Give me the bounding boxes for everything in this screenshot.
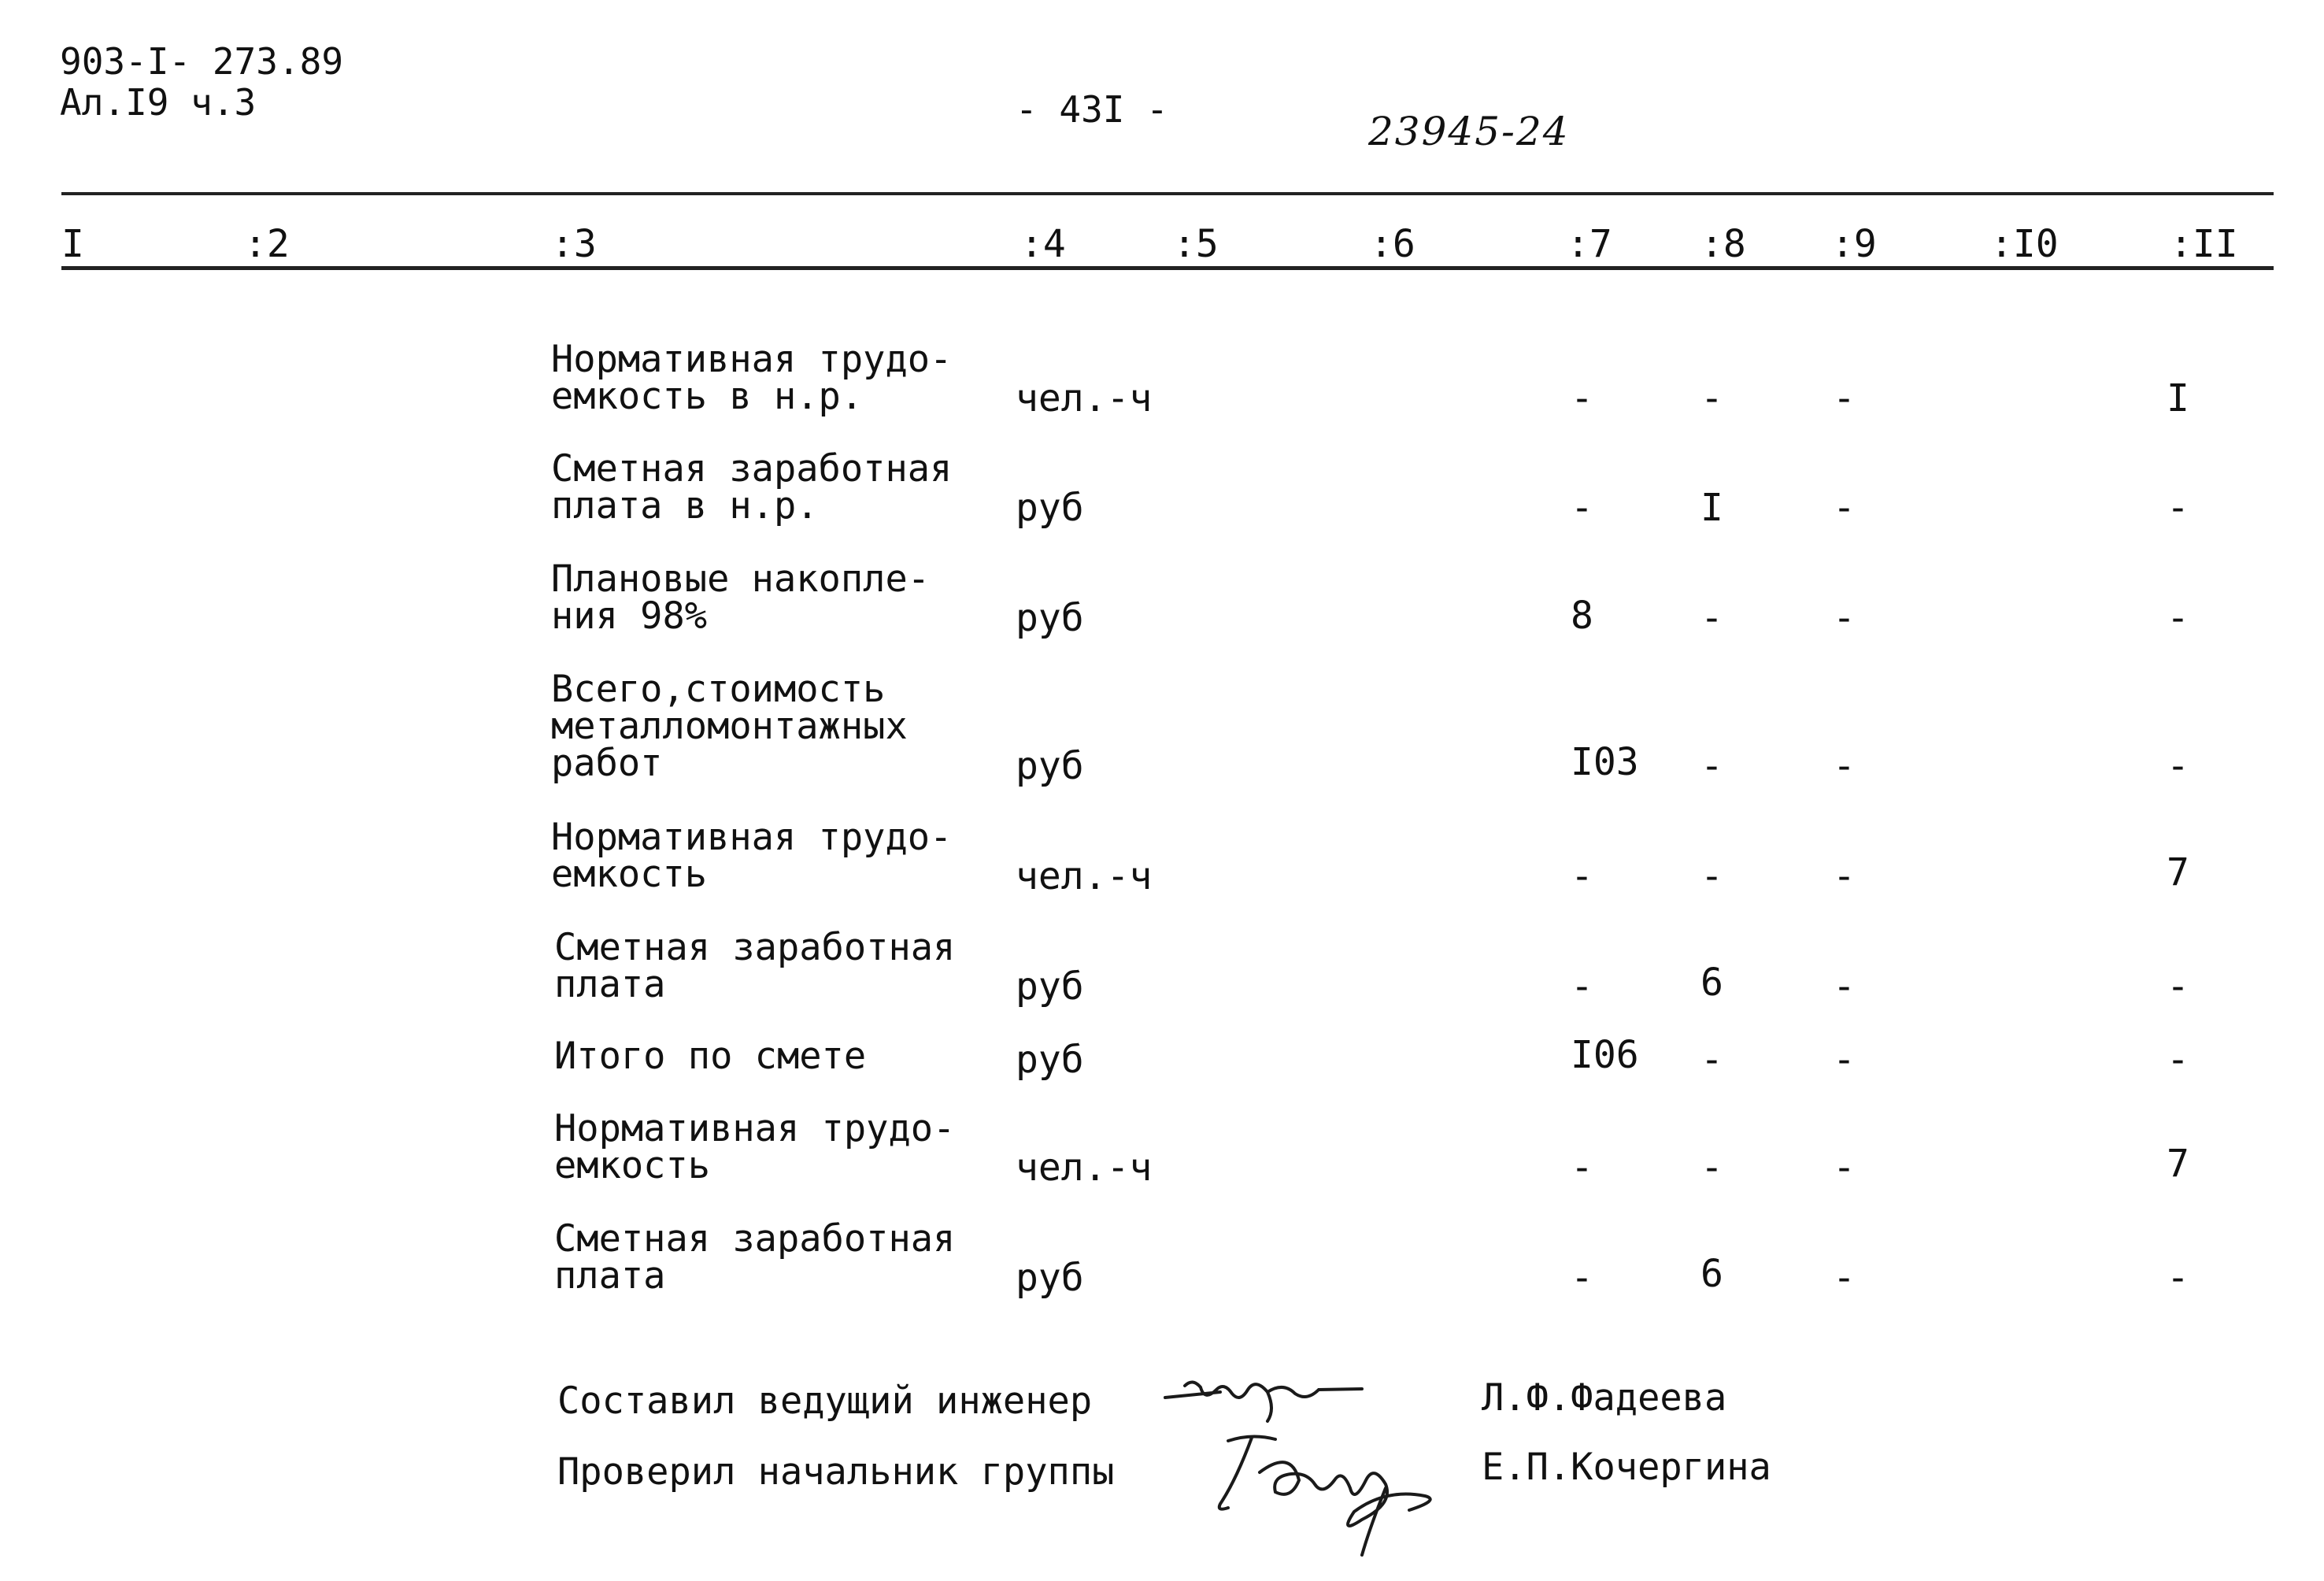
row-col7-value: 8 [1571, 594, 1593, 638]
row-unit: руб [1016, 486, 1084, 530]
column-header-11: :II [2170, 222, 2238, 266]
row-label-line: емкость [551, 853, 708, 896]
column-header-2: :2 [244, 222, 290, 266]
row-col9-value: - [1833, 854, 1856, 898]
row-label-line: Итого по смете [554, 1035, 867, 1078]
row-label-line: Нормативная трудо- [554, 1107, 956, 1150]
row-unit: чел.-ч [1016, 376, 1153, 420]
row-col8-value: I [1700, 486, 1723, 530]
document-code-line2: Ал.I9 ч.3 [60, 81, 257, 124]
row-col8-value: - [1700, 744, 1723, 788]
row-col11-value: 7 [2167, 1142, 2189, 1186]
row-label-line: емкость [554, 1144, 711, 1187]
row-unit: руб [1016, 744, 1084, 788]
row-col11-value: I [2167, 376, 2189, 420]
row-col9-value: - [1833, 965, 1856, 1009]
table-row-label [554, 926, 956, 1006]
column-header-1: I [61, 222, 84, 266]
row-col8-value: - [1700, 596, 1723, 640]
handwritten-number: 23945-24 [1368, 109, 1570, 154]
row-col9-value: - [1833, 376, 1856, 420]
row-label-line: плата в н.р. [551, 484, 819, 528]
table-row-label [551, 668, 908, 785]
column-header-5: :5 [1173, 222, 1219, 266]
column-header-4: :4 [1020, 222, 1066, 266]
row-col9-value: - [1833, 486, 1856, 530]
column-header-10: :I0 [1990, 222, 2059, 266]
header-rule-bottom [61, 266, 2274, 270]
table-row-label [551, 338, 953, 418]
row-unit: чел.-ч [1016, 1146, 1153, 1190]
row-col8-value: 6 [1700, 1252, 1723, 1296]
row-unit: руб [1016, 1038, 1084, 1082]
table-row-label [554, 1107, 956, 1187]
row-label-line: Сметная заработная [554, 1217, 956, 1261]
row-col7-value: - [1571, 376, 1593, 420]
table-row-label [554, 1035, 867, 1078]
row-col7-value: I06 [1571, 1033, 1639, 1077]
row-col9-value: - [1833, 596, 1856, 640]
row-col7-value: - [1571, 1146, 1593, 1190]
checked-by-name: Е.П.Кочергина [1482, 1446, 1771, 1489]
row-label-line: работ [551, 742, 663, 785]
signature-checker [1205, 1417, 1504, 1559]
row-label-line: Нормативная трудо- [551, 338, 953, 381]
row-col11-value: - [2167, 1038, 2189, 1082]
row-col7-value: - [1571, 854, 1593, 898]
column-header-8: :8 [1700, 222, 1746, 266]
table-row-label [551, 447, 953, 528]
table-row-label [551, 816, 953, 896]
composed-by-label: Составил ведущий инженер [557, 1379, 1093, 1423]
column-header-7: :7 [1567, 222, 1612, 266]
row-label-line: плата [554, 963, 666, 1006]
row-label-line: Сметная заработная [551, 447, 953, 491]
row-unit: руб [1016, 1256, 1084, 1300]
row-label-line: емкость в н.р. [551, 375, 864, 418]
row-unit: чел.-ч [1016, 854, 1153, 898]
row-col8-value: - [1700, 1038, 1723, 1082]
column-header-9: :9 [1831, 222, 1877, 266]
row-col8-value: 6 [1700, 961, 1723, 1005]
row-label-line: Нормативная трудо- [551, 816, 953, 859]
row-col9-value: - [1833, 1146, 1856, 1190]
row-col11-value: - [2167, 1256, 2189, 1300]
row-label-line: металломонтажных [551, 705, 908, 748]
row-label-line: Плановые накопле- [551, 557, 931, 601]
row-col11-value: - [2167, 596, 2189, 640]
row-col9-value: - [1833, 1256, 1856, 1300]
composed-by-name: Л.Ф.Фадеева [1482, 1376, 1727, 1420]
row-unit: руб [1016, 596, 1084, 640]
document-code-line1: 903-I- 273.89 [60, 40, 344, 83]
row-col9-value: - [1833, 1038, 1856, 1082]
row-col11-value: 7 [2167, 850, 2189, 894]
signature-composer [1149, 1354, 1386, 1425]
row-col11-value: - [2167, 744, 2189, 788]
table-row-label [554, 1217, 956, 1298]
column-header-3: :3 [551, 222, 597, 266]
column-header-6: :6 [1370, 222, 1415, 266]
row-label-line: плата [554, 1254, 666, 1298]
row-col11-value: - [2167, 486, 2189, 530]
row-col11-value: - [2167, 965, 2189, 1009]
header-rule-top [61, 192, 2274, 195]
row-col7-value: - [1571, 1256, 1593, 1300]
row-col8-value: - [1700, 376, 1723, 420]
row-col7-value: I03 [1571, 740, 1639, 784]
row-col8-value: - [1700, 854, 1723, 898]
table-row-label [551, 557, 931, 638]
row-col7-value: - [1571, 486, 1593, 530]
row-label-line: Всего,стоимость [551, 668, 886, 711]
row-col7-value: - [1571, 965, 1593, 1009]
row-col9-value: - [1833, 744, 1856, 788]
row-unit: руб [1016, 965, 1084, 1009]
page-number: - 43I - [1016, 88, 1168, 131]
checked-by-label: Проверил начальник группы [557, 1450, 1115, 1494]
row-label-line: Сметная заработная [554, 926, 956, 969]
row-col8-value: - [1700, 1146, 1723, 1190]
row-label-line: ния 98% [551, 594, 708, 638]
document-code [60, 41, 343, 123]
